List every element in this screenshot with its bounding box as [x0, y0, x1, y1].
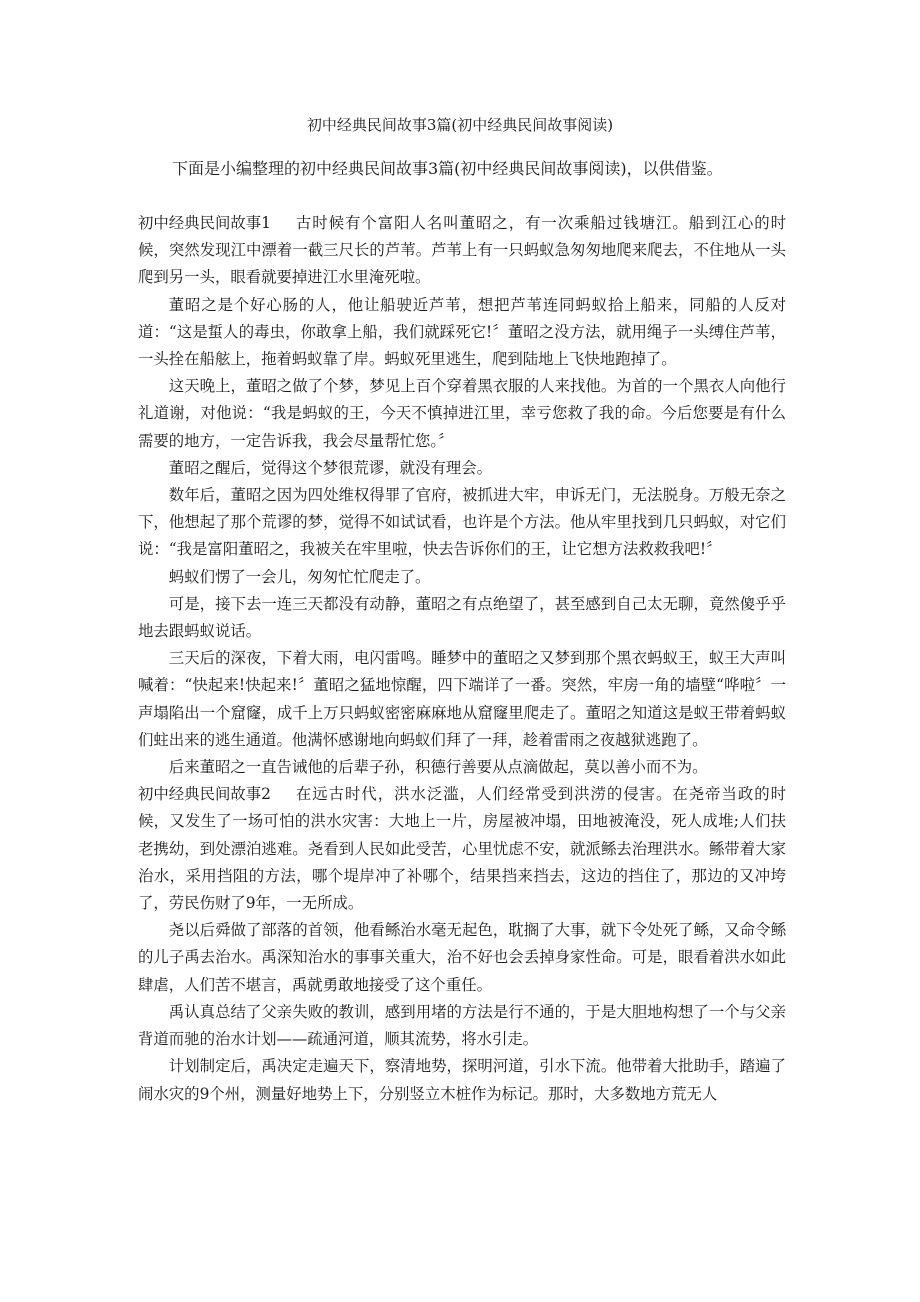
document-intro: 下面是小编整理的初中经典民间故事3篇(初中经典民间故事阅读)，以供借鉴。 — [172, 159, 723, 178]
story-1-paragraph: 三天后的深夜，下着大雨，电闪雷鸣。睡梦中的董昭之又梦到那个黑衣蚂蚁王，蚁王大声叫喊着：“快起来!快起来!〞董昭之猛地惊醒，四下端详了一番。突然，牢房一角的墙壁“哗啦〞一声塌陷出一个窟窿，成千上万只蚂蚁密密麻麻地从窟窿里爬走了。董昭之知道这是蚁王带着蚂蚁们蛀出来的逃生通道。他满怀感谢地向蚂蚁们拜了一拜，趁着雷雨之夜越狱逃跑了。 — [138, 649, 786, 749]
document-title: 初中经典民间故事3篇(初中经典民间故事阅读) — [306, 116, 614, 134]
story-1-paragraph: 董昭之是个好心肠的人，他让船驶近芦苇，想把芦苇连同蚂蚁拾上船来，同船的人反对道：“这是蜇人的毒虫，你敢拿上船，我们就踩死它!〞董昭之没方法，就用绳子一头缚住芦苇，一头拴在船舷上，拖着蚂蚁靠了岸。蚂蚁死里逃生，爬到陆地上飞快地跑掉了。 — [138, 295, 786, 369]
story-2-opening-text: 在远古时代，洪水泛滥，人们经常受到洪涝的侵害。在尧帝当政的时候，又发生了一场可怕的洪水灾害：大地上一片，房屋被冲塌，田地被淹没，死人成堆;人们扶老携幼，到处漂泊逃难。尧看到人民如此受苦，心里忧虑不安，就派鲧去治理洪水。鲧带着大家治水，采用挡阻的方法，哪个堤岸冲了补哪个，结果挡来挡去，这边的挡住了，那边的又冲垮了，劳民伤财了9年，一无所成。 — [138, 785, 786, 913]
story-1-paragraph: 后来董昭之一直告诫他的后辈子孙，积德行善要从点滴做起，莫以善小而不为。 — [168, 758, 708, 777]
story-2-label: 初中经典民间故事2 — [138, 785, 271, 804]
story-1-paragraph: 数年后，董昭之因为四处维权得罪了官府，被抓进大牢，申诉无门，无法脱身。万般无奈之下，他想起了那个荒谬的梦，觉得不如试试看，也许是个方法。他从牢里找到几只蚂蚁，对它们说：“我是富阳董昭之，我被关在牢里啦，快去告诉你们的王，让它想方法救救我吧!〞 — [138, 486, 786, 559]
story-2-paragraph: 禹认真总结了父亲失败的教训，感到用堵的方法是行不通的，于是大胆地构想了一个与父亲背道而驰的治水计划——疏通河道，顺其流势，将水引走。 — [138, 1002, 786, 1049]
story-1-opening-text: 古时候有个富阳人名叫董昭之，有一次乘船过钱塘江。船到江心的时候，突然发现江中漂着一截三尺长的芦苇。芦苇上有一只蚂蚁急匆匆地爬来爬去，不住地从一头爬到另一头，眼看就要掉进江水里淹死啦。 — [138, 214, 786, 287]
story-1-paragraph: 蚂蚁们愣了一会儿，匆匆忙忙爬走了。 — [168, 567, 431, 586]
story-2-first-paragraph — [138, 781, 786, 917]
story-1-paragraph: 这天晚上，董昭之做了个梦，梦见上百个穿着黑衣服的人来找他。为首的一个黑衣人向他行礼道谢，对他说：“我是蚂蚁的王，今天不慎掉进江里，幸亏您救了我的命。今后您要是有什么需要的地方，一定告诉我，我会尽量帮忙您。〞 — [138, 377, 786, 450]
document-body — [138, 210, 786, 1108]
story-1-first-paragraph — [138, 210, 786, 292]
story-1-paragraph: 可是，接下去一连三天都没有动静，董昭之有点绝望了，甚至感到自己太无聊，竟然傻乎乎地去跟蚂蚁说话。 — [138, 594, 786, 641]
story-2-paragraph: 尧以后舜做了部落的首领，他看鲧治水毫无起色，耽搁了大事，就下令处死了鲧，又命令鲧的儿子禹去治水。禹深知治水的事事关重大，治不好也会丢掉身家性命。可是，眼看着洪水如此肆虐，人们苦不堪言，禹就勇敢地接受了这个重任。 — [138, 921, 786, 994]
story-1-label: 初中经典民间故事1 — [138, 214, 271, 232]
story-2-paragraph: 计划制定后，禹决定走遍天下，察清地势，探明河道，引水下流。他带着大批助手，踏遍了闹水灾的9个州，测量好地势上下，分别竖立木桩作为标记。那时，大多数地方荒无人 — [138, 1057, 786, 1103]
story-1-paragraph: 董昭之醒后，觉得这个梦很荒谬，就没有理会。 — [168, 458, 493, 477]
